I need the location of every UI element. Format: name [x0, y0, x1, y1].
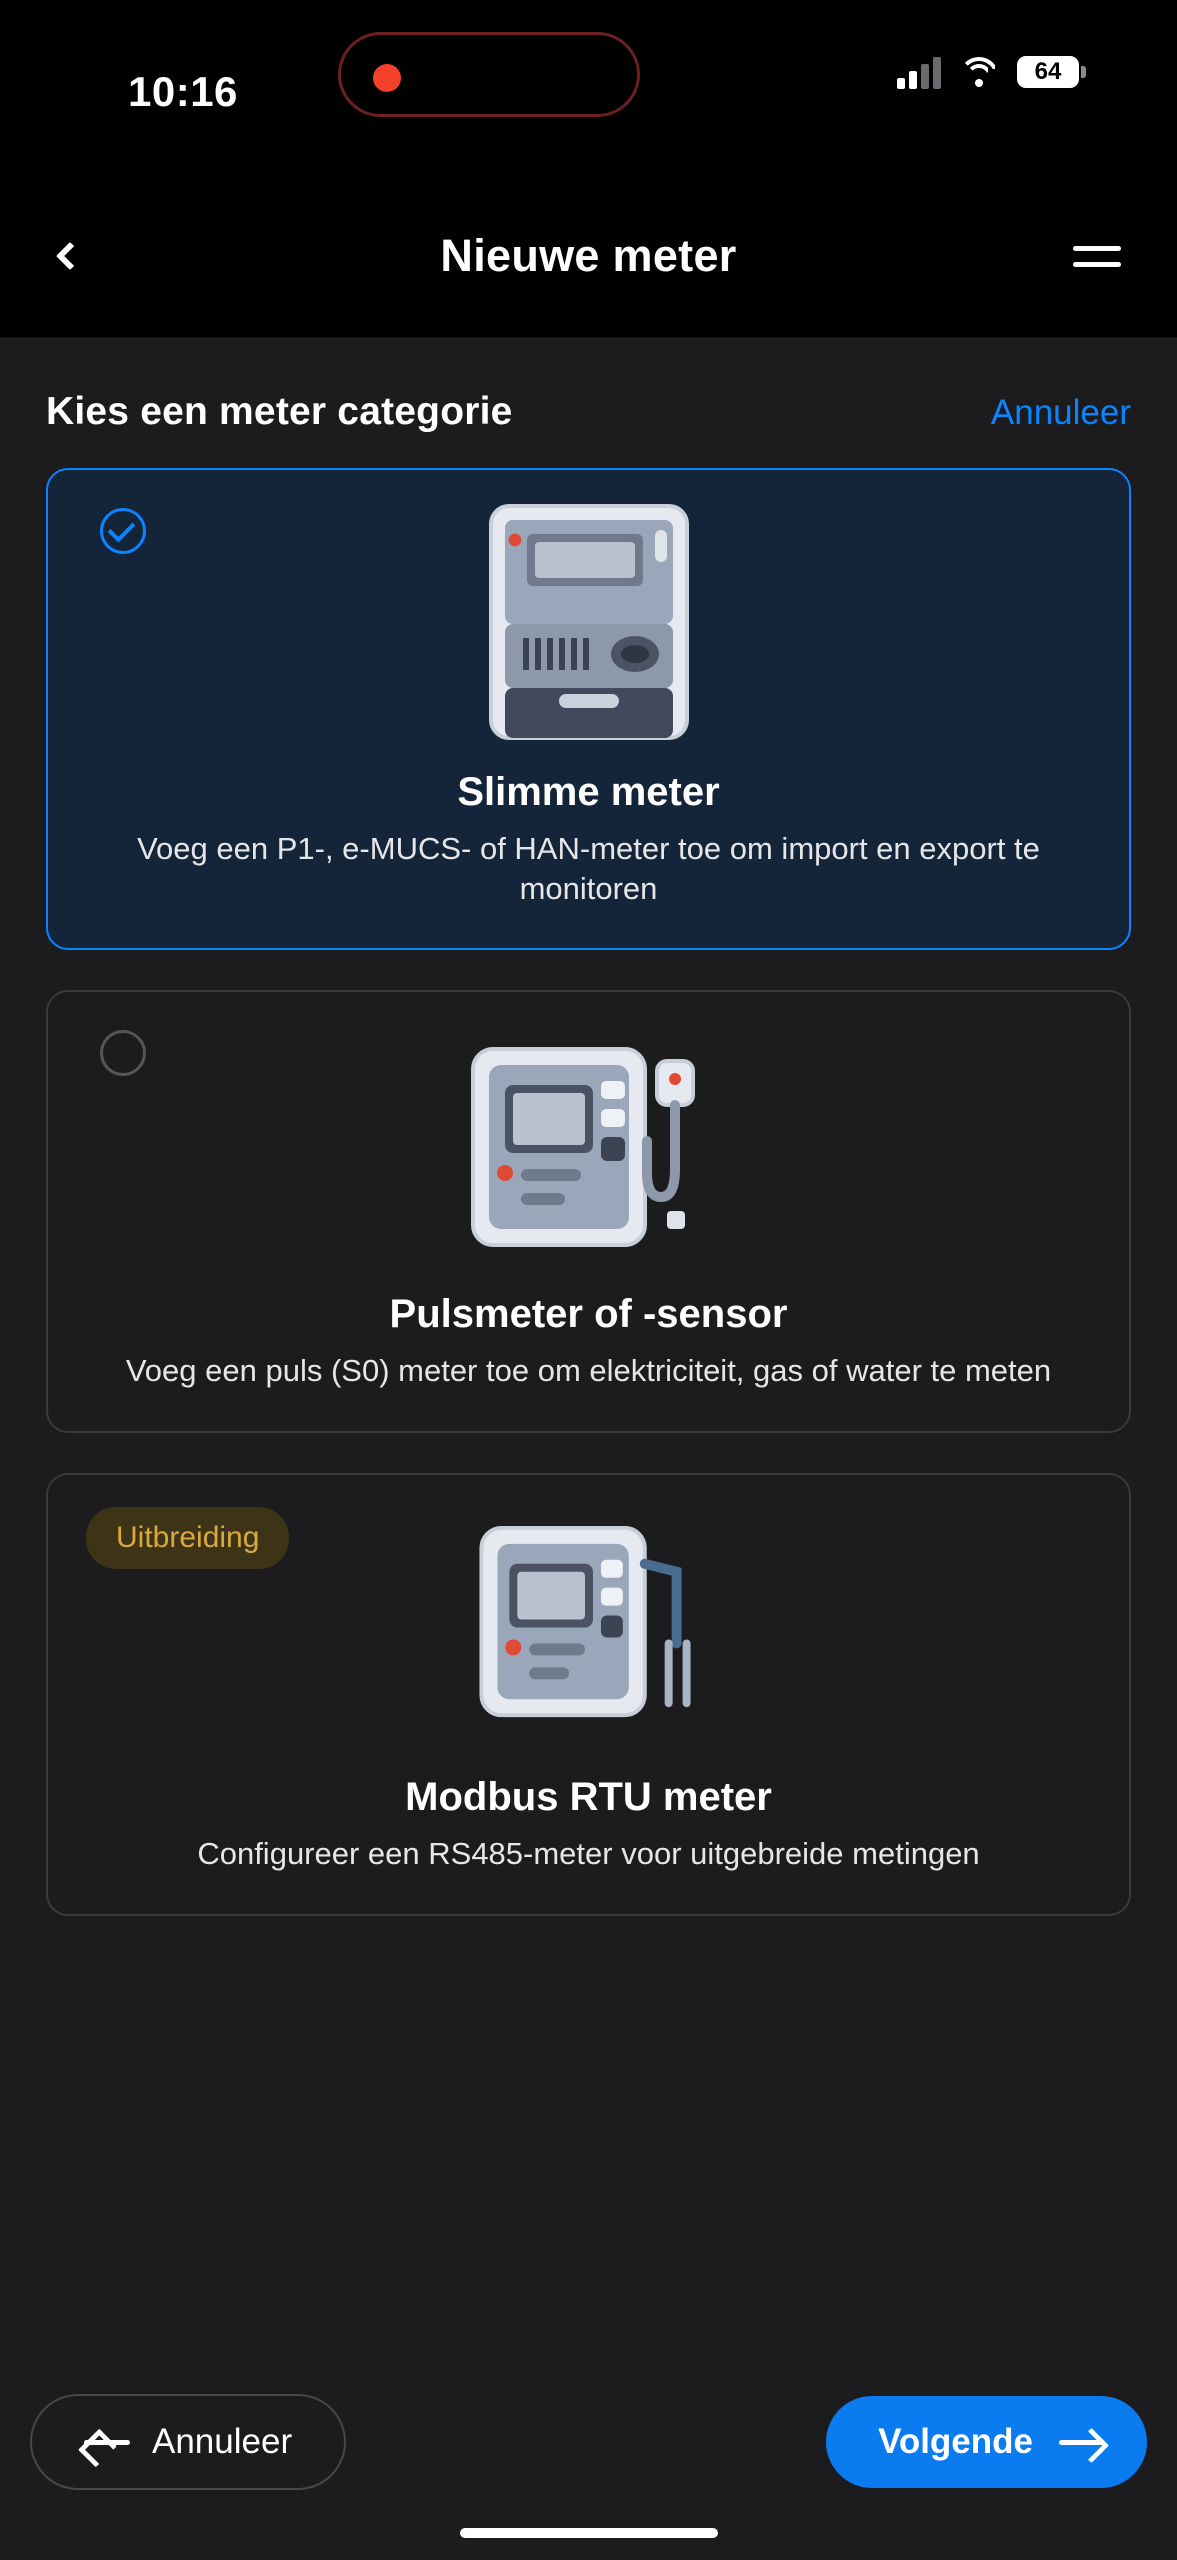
- wifi-icon: [959, 57, 999, 87]
- smart-meter-illustration: [76, 504, 1101, 744]
- arrow-right-icon: [1059, 2430, 1105, 2454]
- meter-category-card-smart-meter[interactable]: [46, 468, 1131, 950]
- card-title: Modbus RTU meter: [405, 1775, 772, 1820]
- card-title: Slimme meter: [457, 770, 720, 814]
- cellular-signal-icon: [897, 55, 941, 89]
- status-time: 10:16: [128, 68, 238, 115]
- section-title: Kies een meter categorie: [46, 390, 513, 433]
- arrow-left-icon: [84, 2430, 130, 2454]
- status-icons: [897, 55, 1079, 89]
- back-button[interactable]: [30, 175, 110, 337]
- status-badge: Uitbreiding: [86, 1507, 289, 1569]
- navigation-bar: [0, 175, 1177, 338]
- cancel-button-label: Annuleer: [152, 2422, 293, 2461]
- main-content: [0, 338, 1177, 2560]
- meter-category-card-pulse-meter[interactable]: [46, 990, 1131, 1433]
- section-header: [46, 338, 1131, 468]
- hamburger-menu-icon[interactable]: [1057, 175, 1137, 337]
- pulse-meter-illustration: [76, 1026, 1101, 1266]
- cancel-link[interactable]: Annuleer: [990, 393, 1131, 432]
- page-title: Nieuwe meter: [440, 230, 737, 281]
- dynamic-island: [338, 32, 640, 117]
- battery-icon: [1017, 56, 1079, 88]
- card-description: Voeg een P1-, e-MUCS- of HAN-meter toe om import en export te monitoren: [137, 831, 1040, 906]
- next-button-label: Volgende: [878, 2422, 1033, 2461]
- card-description: Configureer een RS485-meter voor uitgebreide metingen: [197, 1836, 980, 1872]
- record-dot-icon: [373, 64, 401, 92]
- card-description: Voeg een puls (S0) meter toe om elektriciteit, gas of water te meten: [125, 1353, 1052, 1389]
- cancel-button[interactable]: [30, 2394, 346, 2490]
- battery-level-label: 64: [1034, 58, 1062, 85]
- home-indicator[interactable]: [460, 2528, 718, 2538]
- chevron-left-icon: [56, 242, 84, 270]
- radio-selected-icon[interactable]: [100, 508, 146, 554]
- next-button[interactable]: [826, 2396, 1147, 2488]
- meter-category-card-modbus-rtu-meter[interactable]: [46, 1473, 1131, 1916]
- card-title: Pulsmeter of -sensor: [389, 1292, 788, 1337]
- status-bar: [0, 0, 1177, 175]
